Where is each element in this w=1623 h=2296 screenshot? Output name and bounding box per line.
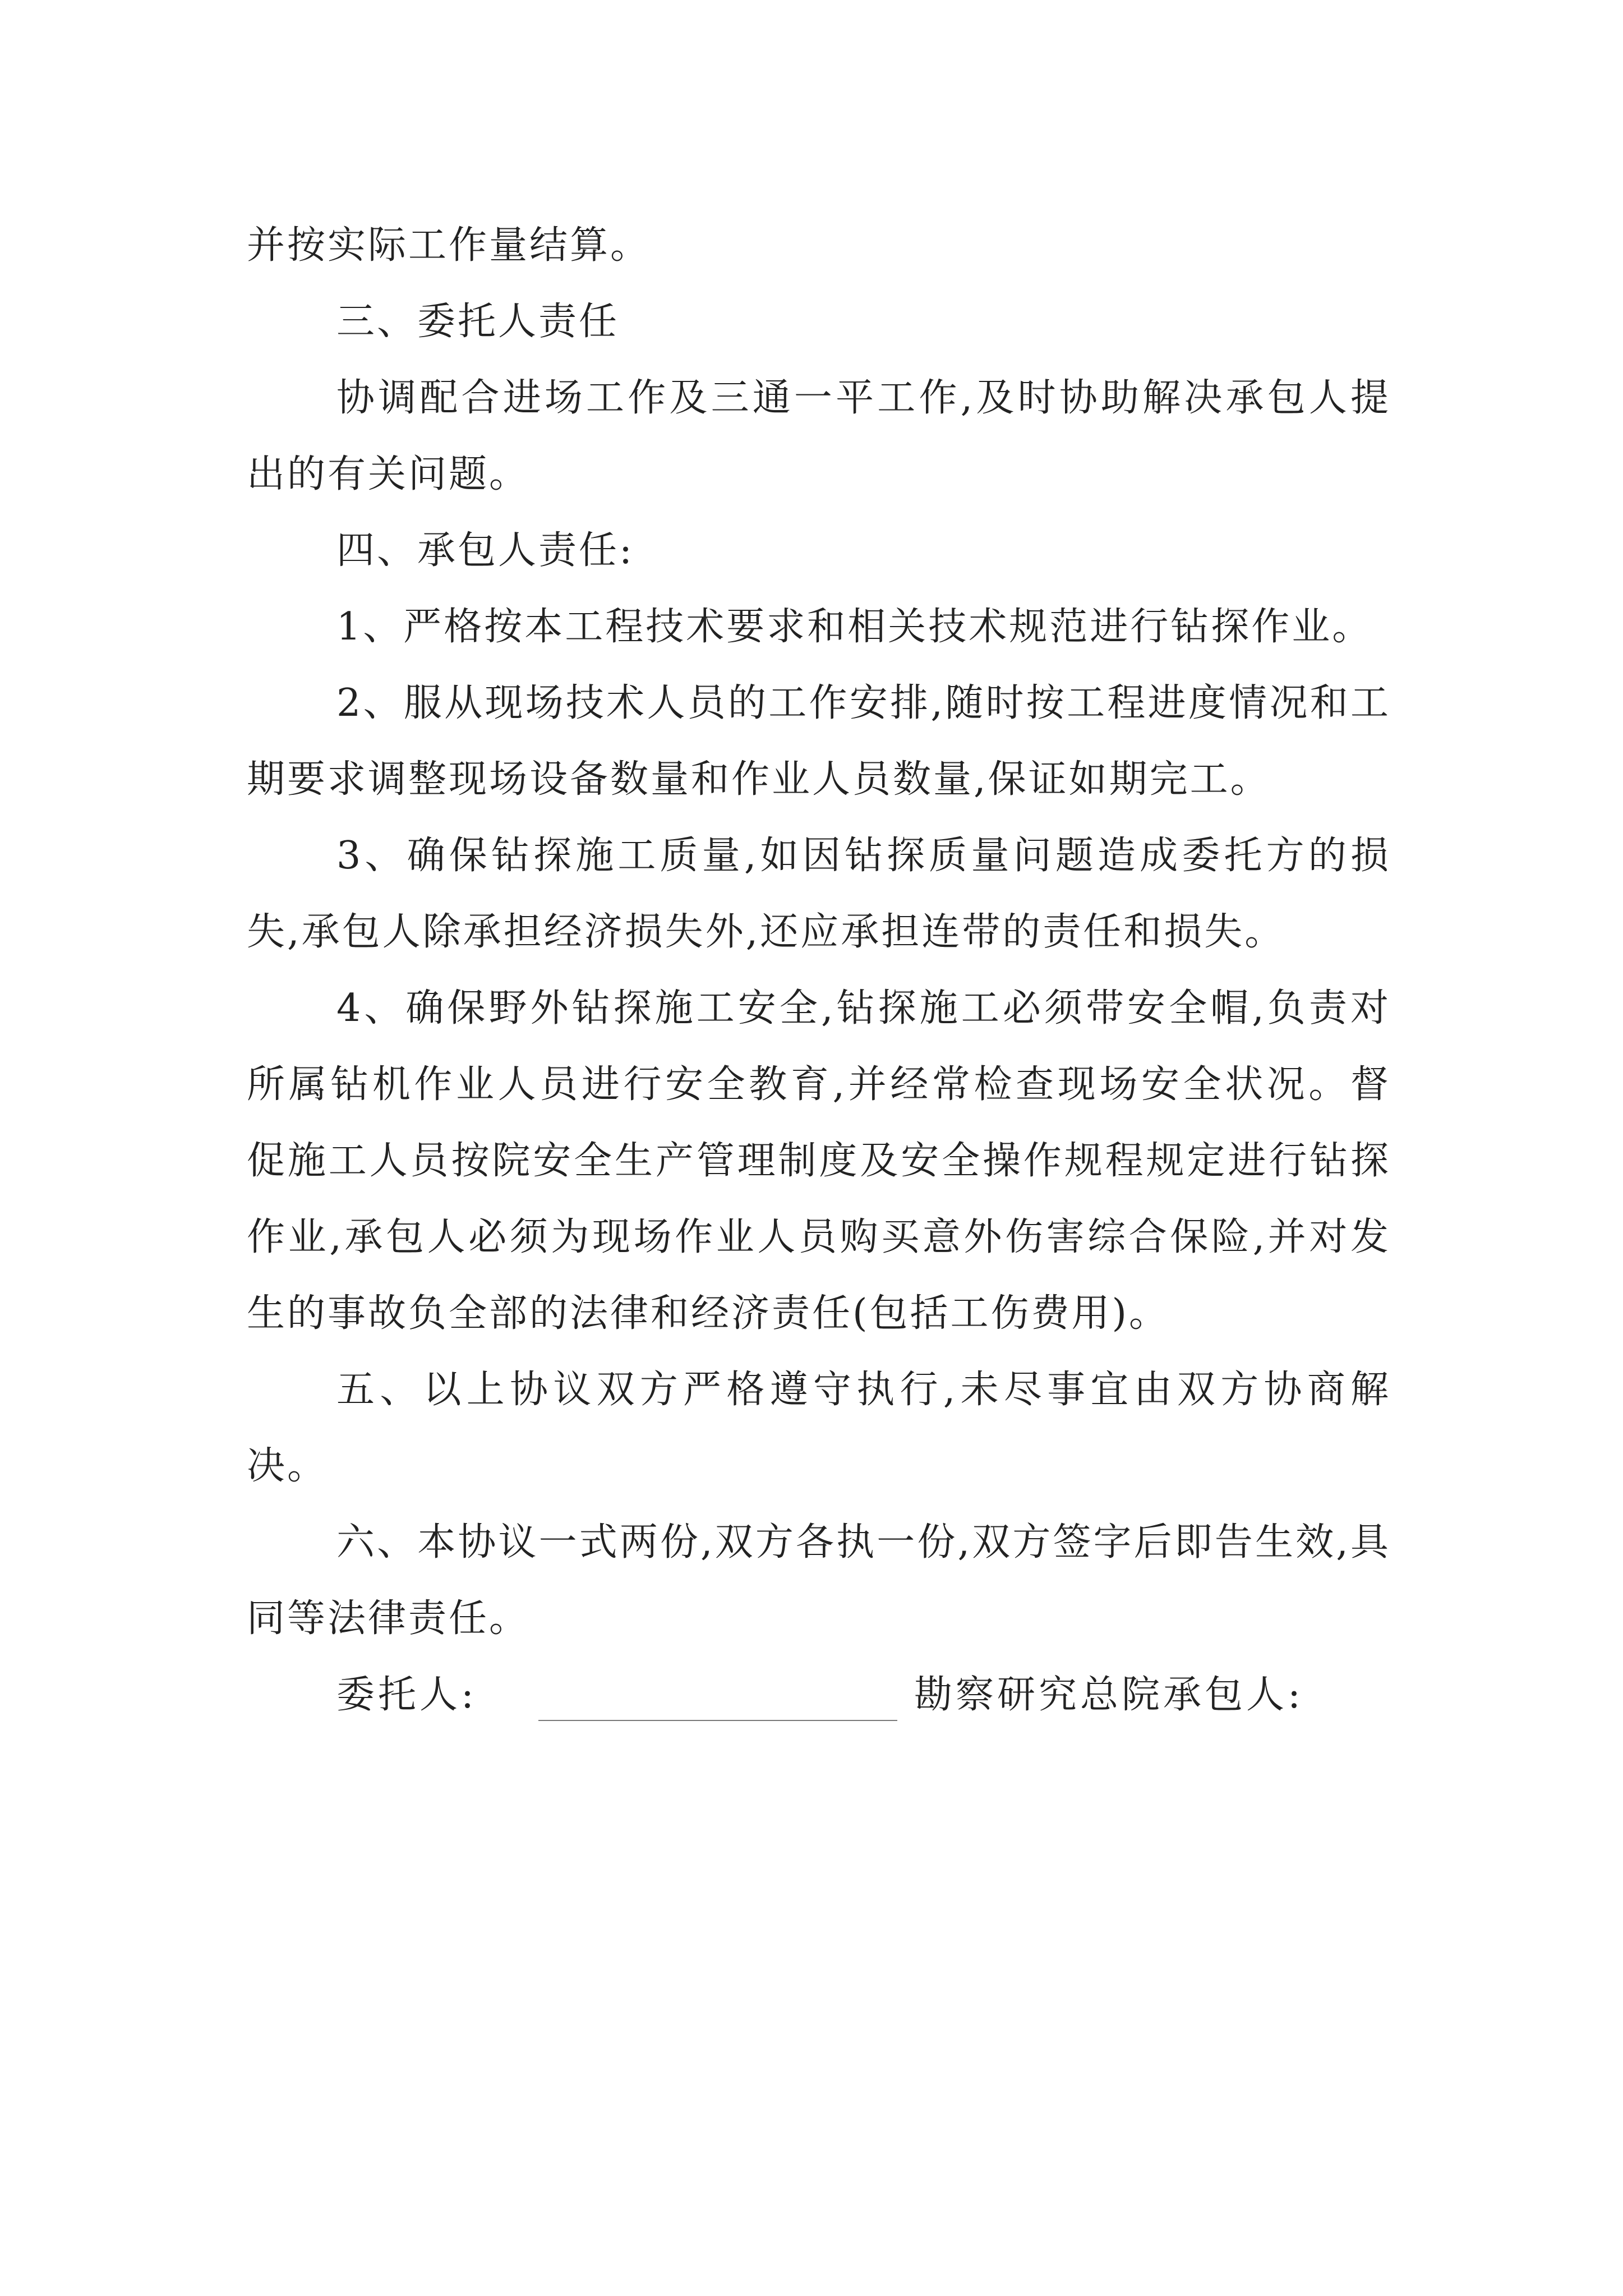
client-signature-blank xyxy=(538,1720,897,1721)
paragraph-contractor-duty-1: 1、严格按本工程技术要求和相关技术规范进行钻探作业。 xyxy=(336,605,1373,649)
contractor-signature-label: 勘察研究总院承包人: xyxy=(914,1673,1304,1717)
paragraph-clause-6: 六、本协议一式两份,双方各执一份,双方签字后即告生效,具同等法律责任。 xyxy=(247,1520,1391,1641)
document-body xyxy=(247,208,1391,1733)
heading-contractor-responsibility: 四、承包人责任: xyxy=(336,528,634,573)
paragraph-settlement: 并按实际工作量结算。 xyxy=(247,223,651,268)
paragraph-client-duties: 协调配合进场工作及三通一平工作,及时协助解决承包人提出的有关问题。 xyxy=(247,376,1391,496)
signature-line xyxy=(247,1657,1391,1733)
paragraph-clause-5: 五、以上协议双方严格遵守执行,未尽事宜由双方协商解决。 xyxy=(247,1368,1391,1488)
client-signature-label: 委托人: xyxy=(336,1673,477,1717)
paragraph-contractor-duty-2: 2、服从现场技术人员的工作安排,随时按工程进度情况和工期要求调整现场设备数量和作业人员数量,保证如期完工。 xyxy=(247,681,1391,802)
paragraph-contractor-duty-4: 4、确保野外钻探施工安全,钻探施工必须带安全帽,负责对所属钻机作业人员进行安全教育,并经常检查现场安全状况。督促施工人员按院安全生产管理制度及安全操作规程规定进行钻探作业,承包人必须为现场作业人员购买意外伤害综合保险,并对发生的事故负全部的法律和经济责任(包括工伤费用)。 xyxy=(247,986,1391,1336)
heading-client-responsibility: 三、委托人责任 xyxy=(336,300,620,344)
paragraph-contractor-duty-3: 3、确保钻探施工质量,如因钻探质量问题造成委托方的损失,承包人除承担经济损失外,还应承担连带的责任和损失。 xyxy=(247,834,1391,954)
